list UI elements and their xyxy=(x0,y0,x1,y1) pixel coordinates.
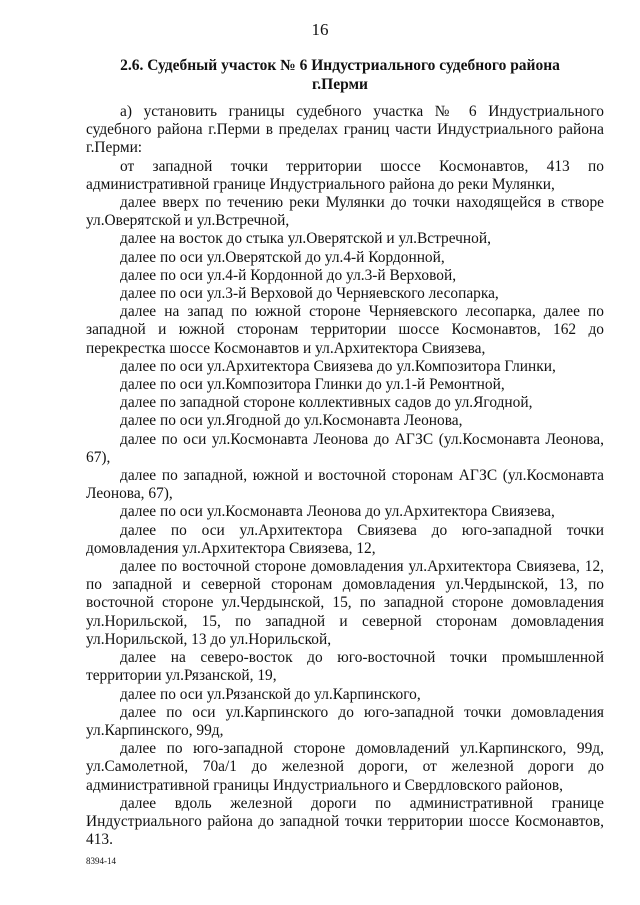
paragraph: далее по западной стороне коллективных садов до ул.Ягодной, xyxy=(120,394,533,412)
section-heading xyxy=(80,56,600,94)
paragraph: от западной точки территории шоссе Космонавтов, 413 по административной границе Индустриального района до реки Мулянки, xyxy=(86,157,604,193)
document-body xyxy=(86,103,604,849)
paragraph: далее вдоль железной дороги по административной границе Индустриального района до западной точки территории шоссе Космонавтов, 413. xyxy=(86,794,604,849)
paragraph: далее на восток до стыка ул.Оверятской и ул.Встречной, xyxy=(120,230,491,248)
paragraph: далее по оси ул.Композитора Глинки до ул.1-й Ремонтной, xyxy=(120,376,505,394)
paragraph: далее по восточной стороне домовладения ул.Архитектора Свиязева, 12, по западной и северной сторонам домовладения ул.Чердынской, 13, по восточной стороне ул.Чердынской, 15, по западной стороне домовладения ул.Норильской, 15, по западной и северной сторонам домовладения ул.Норильской, 13 до ул.Норильской, xyxy=(86,558,604,648)
paragraph: далее на северо-восток до юго-восточной точки промышленной территории ул.Рязанской, 19, xyxy=(86,649,604,685)
heading-line-1: 2.6. Судебный участок № 6 Индустриального судебного района xyxy=(120,57,560,74)
paragraph: далее по оси ул.Ягодной до ул.Космонавта Леонова, xyxy=(120,412,463,430)
heading-line-2: г.Перми xyxy=(312,76,368,93)
paragraph: далее по оси ул.Оверятской до ул.4-й Кордонной, xyxy=(120,248,445,266)
paragraph: далее по оси ул.Космонавта Леонова до АГЗС (ул.Космонавта Леонова, 67), xyxy=(86,430,604,466)
paragraph: далее по юго-западной стороне домовладений ул.Карпинского, 99д, ул.Самолетной, 70а/1 до железной дороги, от железной дороги до административной границы Индустриального и Свердловского районов, xyxy=(86,740,604,794)
paragraph: далее по западной, южной и восточной сторонам АГЗС (ул.Космонавта Леонова, 67), xyxy=(86,467,604,503)
paragraph: далее по оси ул.Карпинского до юго-западной точки домовладения ул.Карпинского, 99д, xyxy=(86,703,604,739)
paragraph: далее по оси ул.Космонавта Леонова до ул.Архитектора Свиязева, xyxy=(120,503,555,521)
paragraph: далее на запад по южной стороне Черняевского лесопарка, далее по западной и южной сторонам территории шоссе Космонавтов, 162 до перекрестка шоссе Космонавтов и ул.Архитектора Свиязева, xyxy=(86,303,604,357)
paragraph: а) установить границы судебного участка № 6 Индустриального судебного района г.Перми в пределах границ части Индустриального района г.Перми: xyxy=(86,103,604,157)
paragraph: далее по оси ул.Рязанской до ул.Карпинского, xyxy=(120,685,421,703)
paragraph: далее по оси ул.Архитектора Свиязева до юго-западной точки домовладения ул.Архитектора Свиязева, 12, xyxy=(86,521,604,557)
paragraph: далее по оси ул.4-й Кордонной до ул.3-й Верховой, xyxy=(120,266,457,284)
paragraph: далее по оси ул.3-й Верховой до Черняевского лесопарка, xyxy=(120,285,499,303)
paragraph: далее вверх по течению реки Мулянки до точки находящейся в створе ул.Оверятской и ул.Встречной, xyxy=(86,194,604,230)
document-code: 8394-14 xyxy=(86,856,116,866)
paragraph: далее по оси ул.Архитектора Свиязева до ул.Композитора Глинки, xyxy=(120,357,556,375)
page-number: 16 xyxy=(311,20,329,39)
